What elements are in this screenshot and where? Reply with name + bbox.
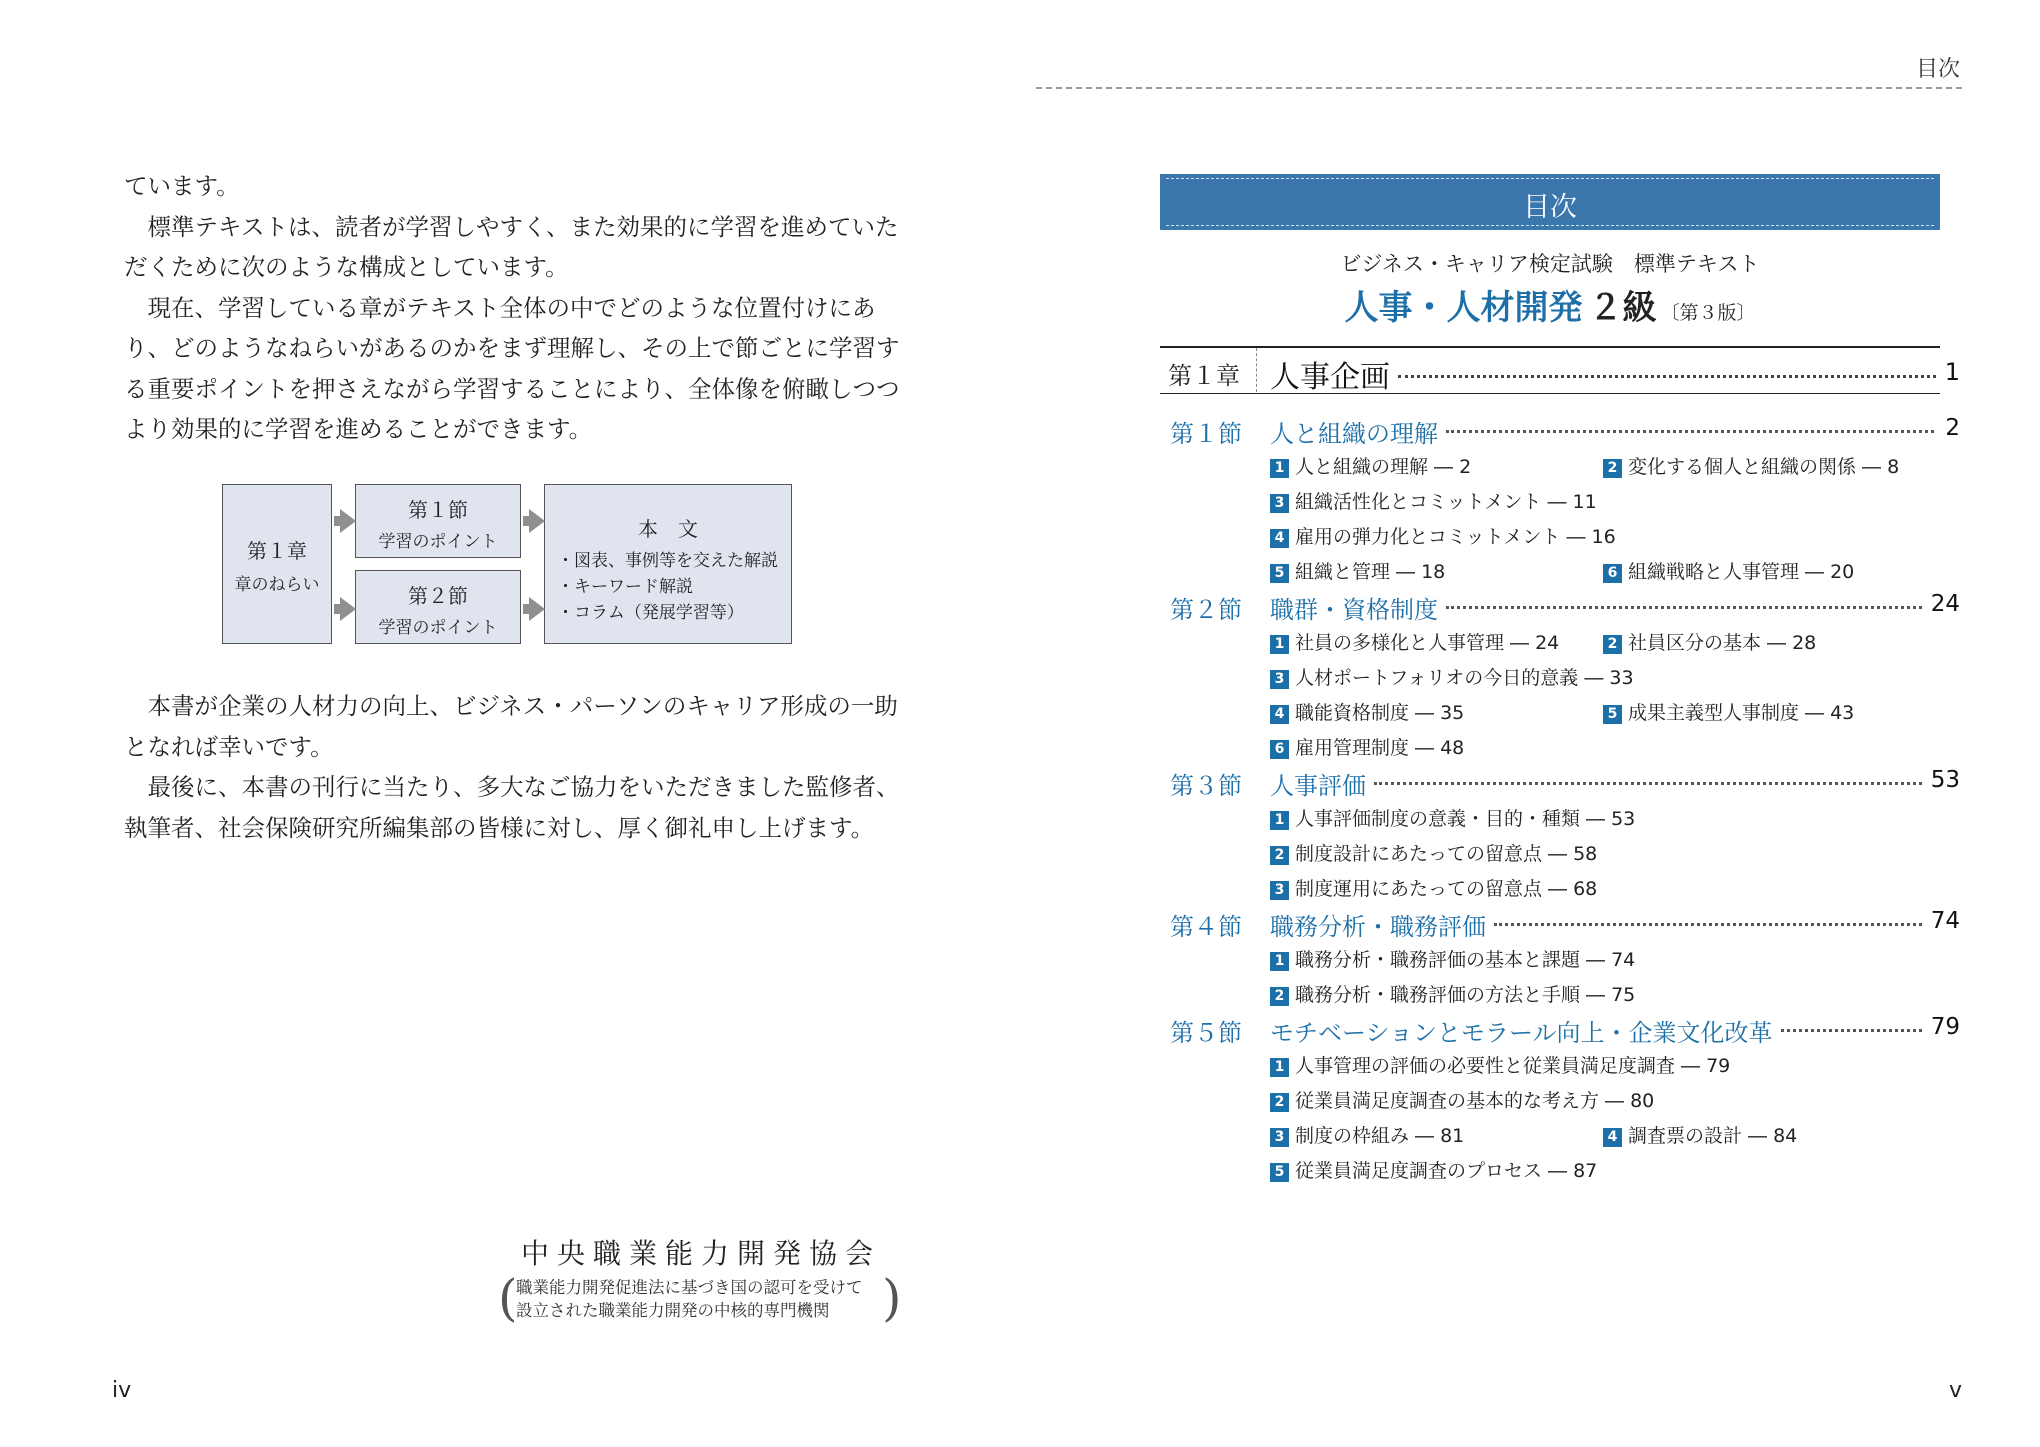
section-leader-dots <box>1446 606 1922 609</box>
org-desc-line1: 職業能力開発促進法に基づき国の認可を受けて <box>516 1278 863 1297</box>
section-page[interactable]: 2 <box>1945 415 1960 441</box>
page-number-right: v <box>1948 1378 1962 1403</box>
chapter-bottom-rule <box>1160 393 1940 394</box>
toc-item[interactable]: 3 制度の枠組み ― 81 <box>1270 1121 1464 1148</box>
paren-left-icon: ( <box>498 1269 518 1327</box>
paren-right-icon: ) <box>882 1269 902 1327</box>
section-leader-dots <box>1374 782 1922 785</box>
chapter-box <box>222 484 332 644</box>
chapter-page[interactable]: 1 <box>1944 358 1960 386</box>
toc-item[interactable]: 2 従業員満足度調査の基本的な考え方 ― 80 <box>1270 1086 1654 1113</box>
section-page[interactable]: 79 <box>1930 1014 1960 1040</box>
chapter-top-rule <box>1160 346 1940 348</box>
section-title[interactable]: モチベーションとモラール向上・企業文化改革 <box>1270 1019 1773 1047</box>
toc-item[interactable]: 2 職務分析・職務評価の方法と手順 ― 75 <box>1270 980 1635 1007</box>
toc-item[interactable]: 6 組織戦略と人事管理 ― 20 <box>1603 557 1854 584</box>
toc-item[interactable]: 3 制度運用にあたっての留意点 ― 68 <box>1270 874 1597 901</box>
toc-item[interactable]: 5 成果主義型人事制度 ― 43 <box>1603 698 1854 725</box>
book-series: ビジネス・キャリア検定試験 標準テキスト <box>1340 252 1760 276</box>
paragraph-closing-1: 本書が企業の人材力の向上、ビジネス・パーソンのキャリア形成の一助となれば幸いです。 <box>124 692 898 761</box>
chapter-leader-dots <box>1398 375 1936 378</box>
section-leader-dots <box>1446 430 1934 433</box>
section-number[interactable]: 第５節 <box>1170 1019 1242 1047</box>
body-box-item: ・コラム（発展学習等） <box>557 603 744 623</box>
section-page[interactable]: 53 <box>1930 767 1960 793</box>
toc-banner <box>1160 174 1940 230</box>
section-page[interactable]: 24 <box>1930 591 1960 617</box>
running-head: 目次 <box>1915 57 1960 82</box>
chapter-number[interactable]: 第１章 <box>1168 362 1240 390</box>
toc-item[interactable]: 6 雇用管理制度 ― 48 <box>1270 733 1464 760</box>
section-number[interactable]: 第４節 <box>1170 913 1242 941</box>
toc-item[interactable]: 2 社員区分の基本 ― 28 <box>1603 628 1816 655</box>
chapter-title[interactable]: 人事企画 <box>1270 360 1390 395</box>
left-page-body <box>124 166 904 450</box>
body-box <box>544 484 792 644</box>
section-number[interactable]: 第３節 <box>1170 772 1242 800</box>
section2-box-subtitle: 学習のポイント <box>378 618 498 638</box>
section-title[interactable]: 職群・資格制度 <box>1270 596 1438 624</box>
organization-name: 中央職業能力開発協会 <box>520 1237 881 1270</box>
paragraph-2: 標準テキストは、読者が学習しやすく、また効果的に学習を進めていただくために次のような構成としています。 <box>124 212 899 281</box>
toc-item[interactable]: 4 調査票の設計 ― 84 <box>1603 1121 1797 1148</box>
toc-item[interactable]: 4 雇用の弾力化とコミットメント ― 16 <box>1270 522 1616 549</box>
book-title-line <box>1160 280 1940 329</box>
toc-item[interactable]: 1 人事評価制度の意義・目的・種類 ― 53 <box>1270 804 1635 831</box>
body-box-item: ・図表、事例等を交えた解説 <box>557 551 778 571</box>
section-title[interactable]: 人事評価 <box>1270 772 1366 800</box>
toc-item[interactable]: 5 組織と管理 ― 18 <box>1270 557 1445 584</box>
toc-item[interactable]: 4 職能資格制度 ― 35 <box>1270 698 1464 725</box>
toc-banner-label: 目次 <box>1523 192 1577 223</box>
paragraph-1: ています。 <box>124 172 240 200</box>
section2-box <box>355 570 521 644</box>
book-level: ２級 <box>1588 288 1657 328</box>
body-box-item: ・キーワード解説 <box>557 577 693 597</box>
section-number[interactable]: 第１節 <box>1170 420 1242 448</box>
left-page-closing <box>124 686 904 848</box>
header-rule <box>1036 87 1962 89</box>
chapter-box-title: 第１章 <box>247 539 307 563</box>
toc-item[interactable]: 2 変化する個人と組織の関係 ― 8 <box>1603 452 1899 479</box>
page-number-left: iv <box>112 1378 132 1403</box>
section2-box-title: 第２節 <box>408 584 468 608</box>
body-box-title: 本 文 <box>638 517 698 541</box>
organization-description <box>498 1269 902 1330</box>
section1-box-subtitle: 学習のポイント <box>378 532 498 552</box>
section-title[interactable]: 人と組織の理解 <box>1270 420 1438 448</box>
section1-box-title: 第１節 <box>408 498 468 522</box>
org-desc-line2: 設立された職業能力開発の中核的専門機関 <box>516 1301 830 1320</box>
toc-item[interactable]: 2 制度設計にあたっての留意点 ― 58 <box>1270 839 1597 866</box>
book-edition: 〔第３版〕 <box>1660 302 1756 324</box>
toc-item[interactable]: 3 人材ポートフォリオの今日的意義 ― 33 <box>1270 663 1634 690</box>
section-title[interactable]: 職務分析・職務評価 <box>1270 913 1486 941</box>
section-page[interactable]: 74 <box>1930 908 1960 934</box>
section-number[interactable]: 第２節 <box>1170 596 1242 624</box>
toc-item[interactable]: 1 人と組織の理解 ― 2 <box>1270 452 1471 479</box>
section-leader-dots <box>1781 1029 1922 1032</box>
chapter-divider <box>1256 348 1257 392</box>
toc-item[interactable]: 1 人事管理の評価の必要性と従業員満足度調査 ― 79 <box>1270 1051 1730 1078</box>
toc-item[interactable]: 1 社員の多様化と人事管理 ― 24 <box>1270 628 1559 655</box>
paragraph-closing-2: 最後に、本書の刊行に当たり、多大なご協力をいただきました監修者、執筆者、社会保険研究所編集部の皆様に対し、厚く御礼申し上げます。 <box>124 773 900 842</box>
section-leader-dots <box>1494 923 1922 926</box>
chapter-box-subtitle: 章のねらい <box>234 575 320 595</box>
toc-item[interactable]: 5 従業員満足度調査のプロセス ― 87 <box>1270 1156 1597 1183</box>
toc-item[interactable]: 3 組織活性化とコミットメント ― 11 <box>1270 487 1597 514</box>
toc-item[interactable]: 1 職務分析・職務評価の基本と課題 ― 74 <box>1270 945 1635 972</box>
paragraph-3: 現在、学習している章がテキスト全体の中でどのような位置付けにあり、どのようなねらいがあるのかをまず理解し、その上で節ごとに学習する重要ポイントを押さえながら学習することにより、全体像を俯瞰しつつより効果的に学習を進めることができます。 <box>124 293 900 443</box>
book-title: 人事・人材開発 <box>1344 288 1583 328</box>
section1-box <box>355 484 521 558</box>
